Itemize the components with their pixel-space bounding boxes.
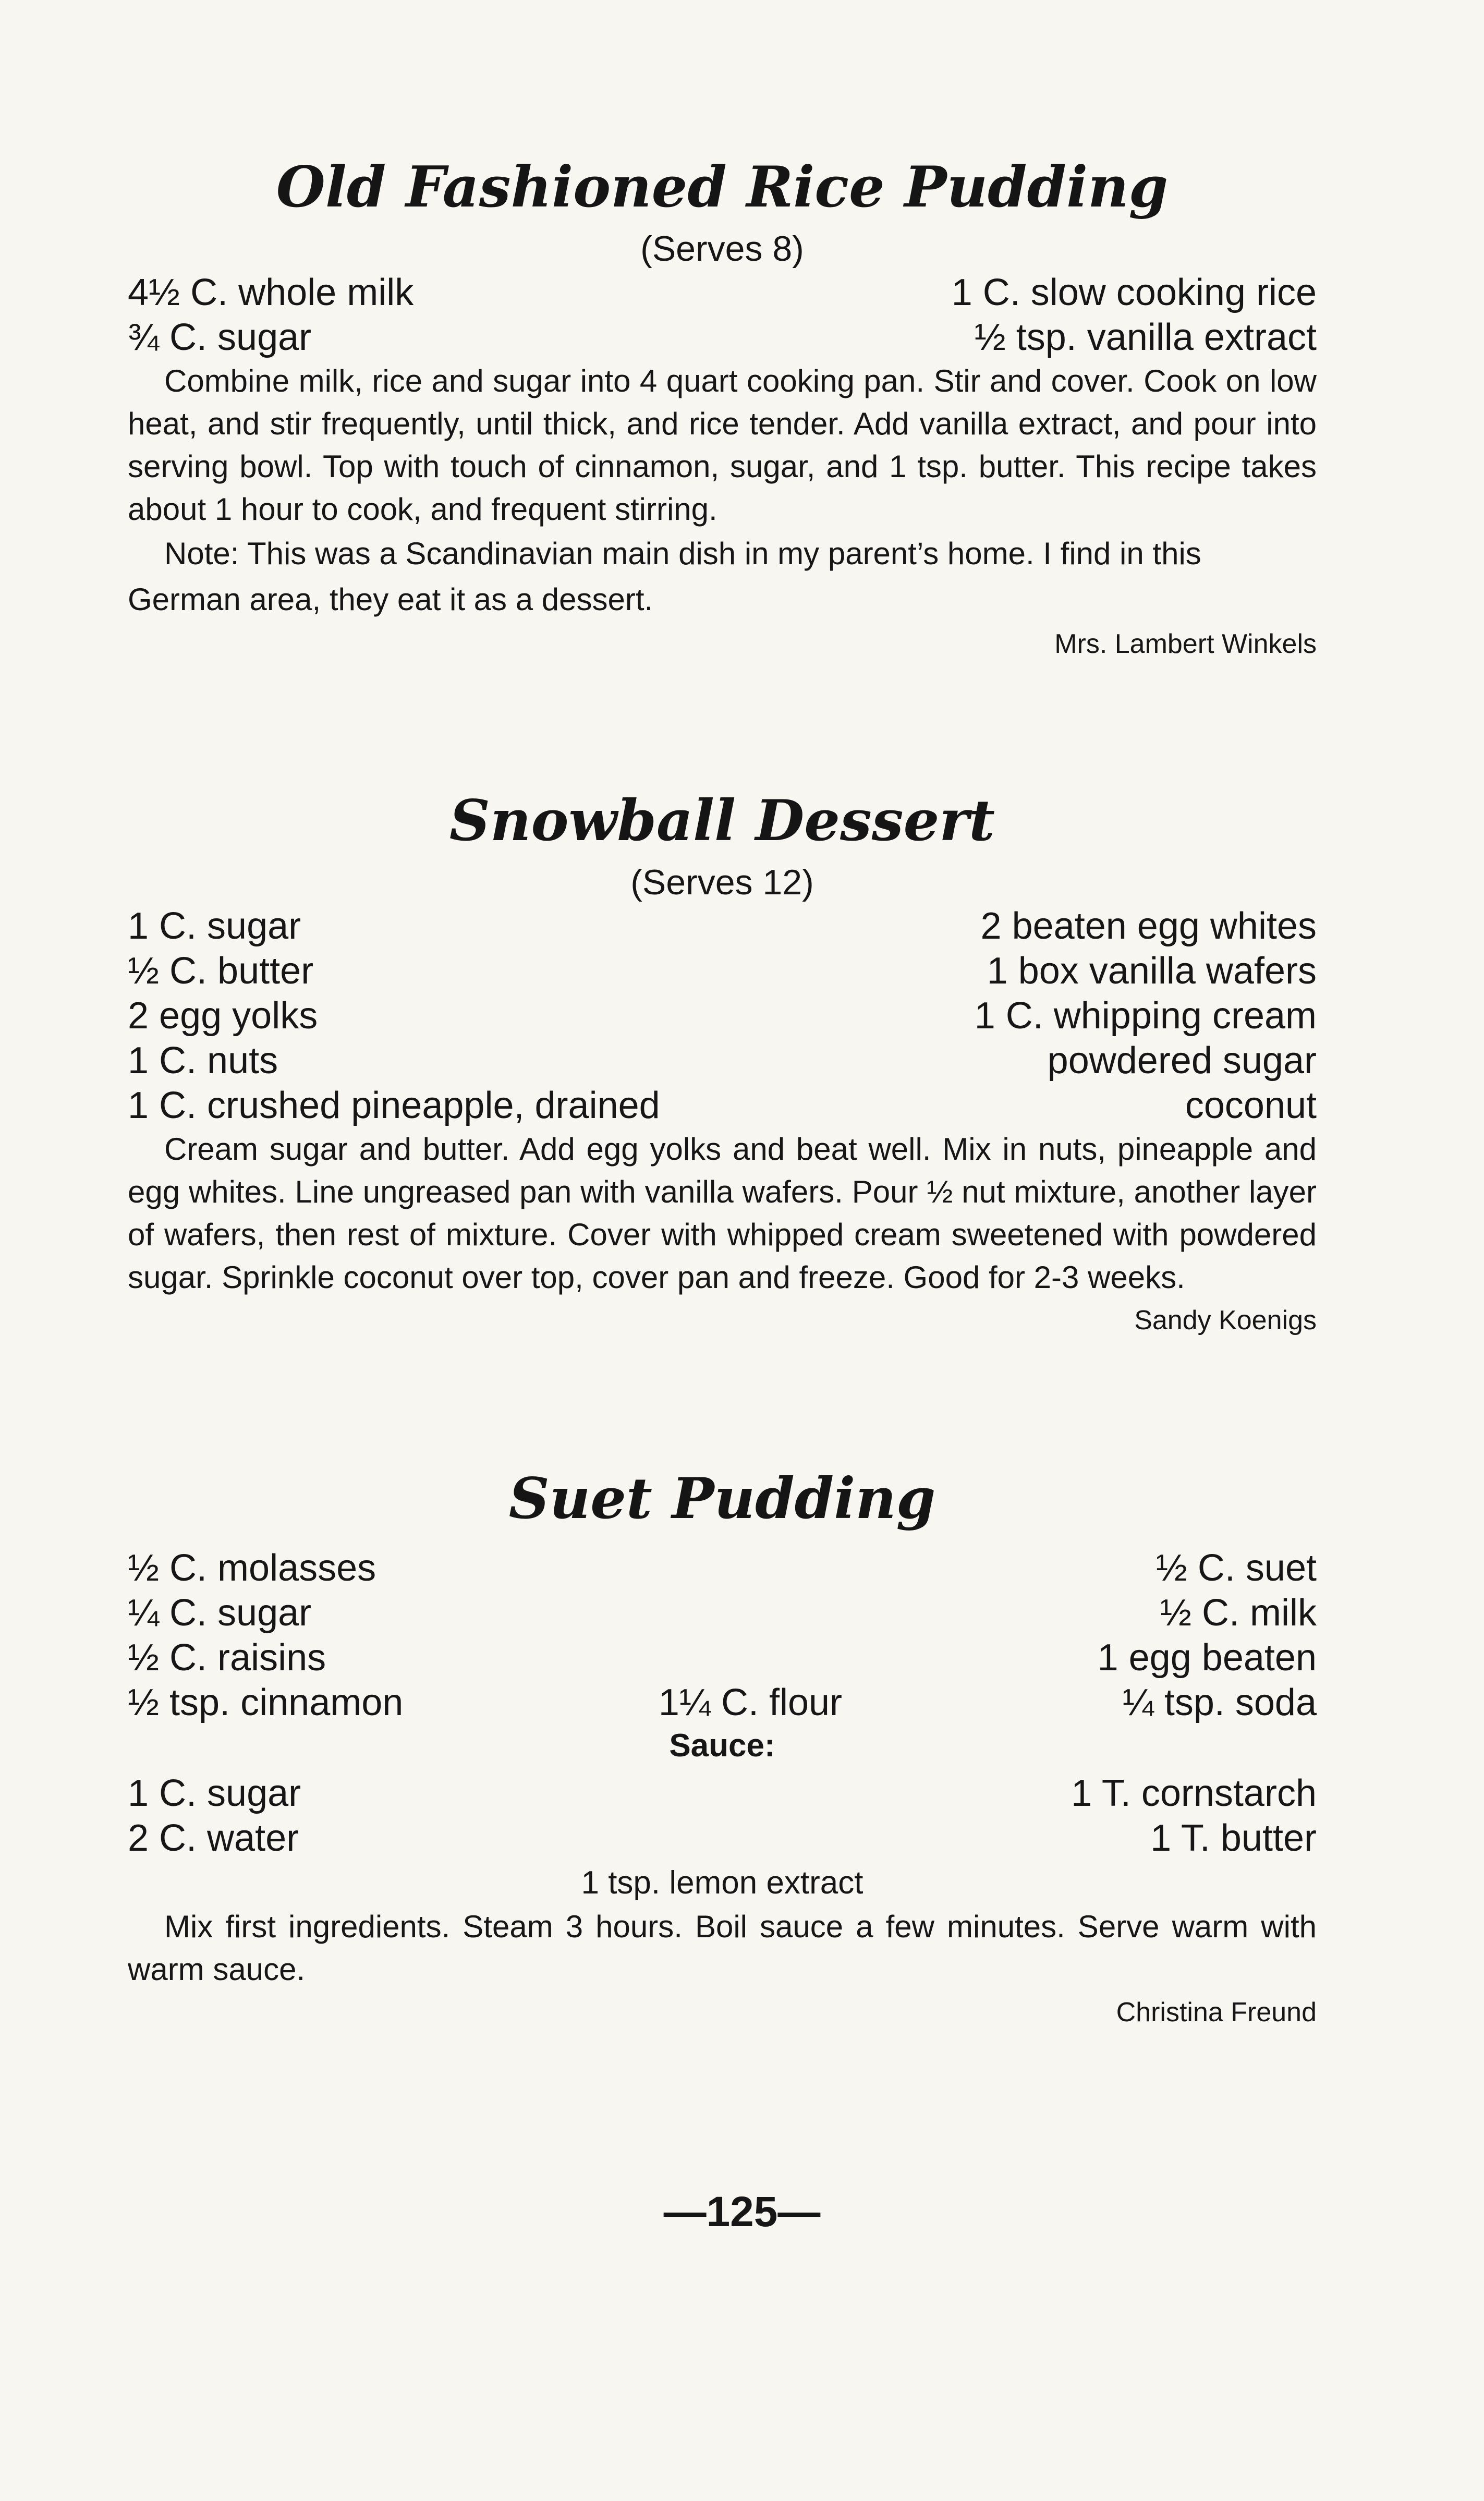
ingredient: ½ C. milk — [1160, 1592, 1317, 1634]
ingredient: powdered sugar — [1047, 1040, 1317, 1082]
ingredient-list — [128, 270, 1317, 360]
ingredient: 4½ C. whole milk — [128, 272, 414, 314]
ingredient-column-left — [128, 1546, 403, 1725]
recipe-author: Mrs. Lambert Winkels — [1054, 629, 1317, 660]
ingredient: 1 T. cornstarch — [1071, 1772, 1317, 1814]
ingredient: 2 C. water — [128, 1817, 299, 1859]
ingredient: 1 tsp. lemon extract — [581, 1864, 863, 1901]
ingredient-column-left — [128, 270, 413, 360]
recipe-title: Suet Pudding — [508, 1466, 936, 1532]
recipe-note: Note: This was a Scandinavian main dish in my parent’s home. I find in this German area, they eat it as a dessert. — [128, 536, 1201, 617]
ingredient: ½ tsp. cinnamon — [128, 1681, 404, 1723]
ingredient: 1 C. crushed pineapple, drained — [128, 1085, 660, 1127]
ingredient: 1 box vanilla wafers — [987, 950, 1317, 992]
ingredient-column-center — [659, 1546, 842, 1725]
ingredient: 1 T. butter — [1150, 1817, 1317, 1859]
ingredient: ¼ C. sugar — [128, 1592, 312, 1634]
ingredient: ½ C. suet — [1155, 1547, 1317, 1589]
page-number: —125— — [663, 2188, 821, 2236]
recipe-snowball-dessert — [128, 790, 1317, 1339]
ingredient: 2 egg yolks — [128, 995, 318, 1037]
recipe-suet-pudding — [128, 1468, 1317, 2031]
ingredient: ½ C. molasses — [128, 1547, 376, 1589]
ingredient: coconut — [1185, 1085, 1317, 1127]
ingredient-column-right — [1071, 1771, 1317, 1861]
ingredient: ½ C. raisins — [128, 1636, 326, 1679]
ingredient: 1 egg beaten — [1097, 1636, 1317, 1679]
ingredient-list — [128, 1546, 1317, 1725]
ingredient-column-left — [128, 904, 660, 1128]
recipe-rice-pudding — [128, 156, 1317, 662]
ingredient: 1 C. whipping cream — [974, 995, 1317, 1037]
recipe-instructions: Cream sugar and butter. Add egg yolks and beat well. Mix in nuts, pineapple and egg whites. Line ungreased pan with vanilla wafers. Pour ½ nut mixture, another layer of wafers, then rest of mixture. Cover with whipped cream sweetened with powdered sugar. Sprinkle coconut over top, cover pan and freeze. Good for 2-3 weeks. — [128, 1132, 1317, 1295]
ingredient: 2 beaten egg whites — [980, 905, 1317, 948]
ingredient: 1¼ C. flour — [658, 1681, 843, 1723]
ingredient: ¼ tsp. soda — [1122, 1681, 1317, 1723]
recipe-instructions: Combine milk, rice and sugar into 4 quart cooking pan. Stir and cover. Cook on low heat, and stir frequently, until thick, and rice tender. Add vanilla extract, and pour into serving bowl. Top with touch of cinnamon, sugar, and 1 tsp. butter. This recipe takes about 1 hour to cook, and frequent stirring. — [128, 363, 1317, 527]
ingredient: 1 C. sugar — [128, 905, 301, 948]
recipe-author: Sandy Koenigs — [1134, 1305, 1317, 1336]
ingredient: 1 C. slow cooking rice — [951, 272, 1317, 314]
recipe-title: Snowball Dessert — [449, 788, 995, 854]
recipe-author: Christina Freund — [1116, 1997, 1317, 2027]
ingredient-column-right — [952, 270, 1317, 360]
ingredient: ½ C. butter — [128, 950, 314, 992]
serves-count: (Serves 12) — [630, 862, 814, 902]
ingredient-column-right — [975, 904, 1317, 1128]
ingredient: 1 C. sugar — [128, 1772, 301, 1814]
recipe-title: Old Fashioned Rice Pudding — [276, 154, 1169, 220]
ingredient-list — [128, 904, 1317, 1128]
ingredient-column-left — [128, 1771, 301, 1861]
ingredient: 1 C. nuts — [128, 1040, 278, 1082]
ingredient-column-right — [1098, 1546, 1317, 1725]
sauce-ingredient-list — [128, 1771, 1317, 1861]
sauce-heading: Sauce: — [669, 1727, 775, 1764]
serves-count: (Serves 8) — [640, 228, 804, 269]
recipe-instructions: Mix first ingredients. Steam 3 hours. Boil sauce a few minutes. Serve warm with warm sauce. — [128, 1909, 1317, 1987]
ingredient: ¾ C. sugar — [128, 317, 312, 359]
ingredient: ½ tsp. vanilla extract — [974, 317, 1317, 359]
